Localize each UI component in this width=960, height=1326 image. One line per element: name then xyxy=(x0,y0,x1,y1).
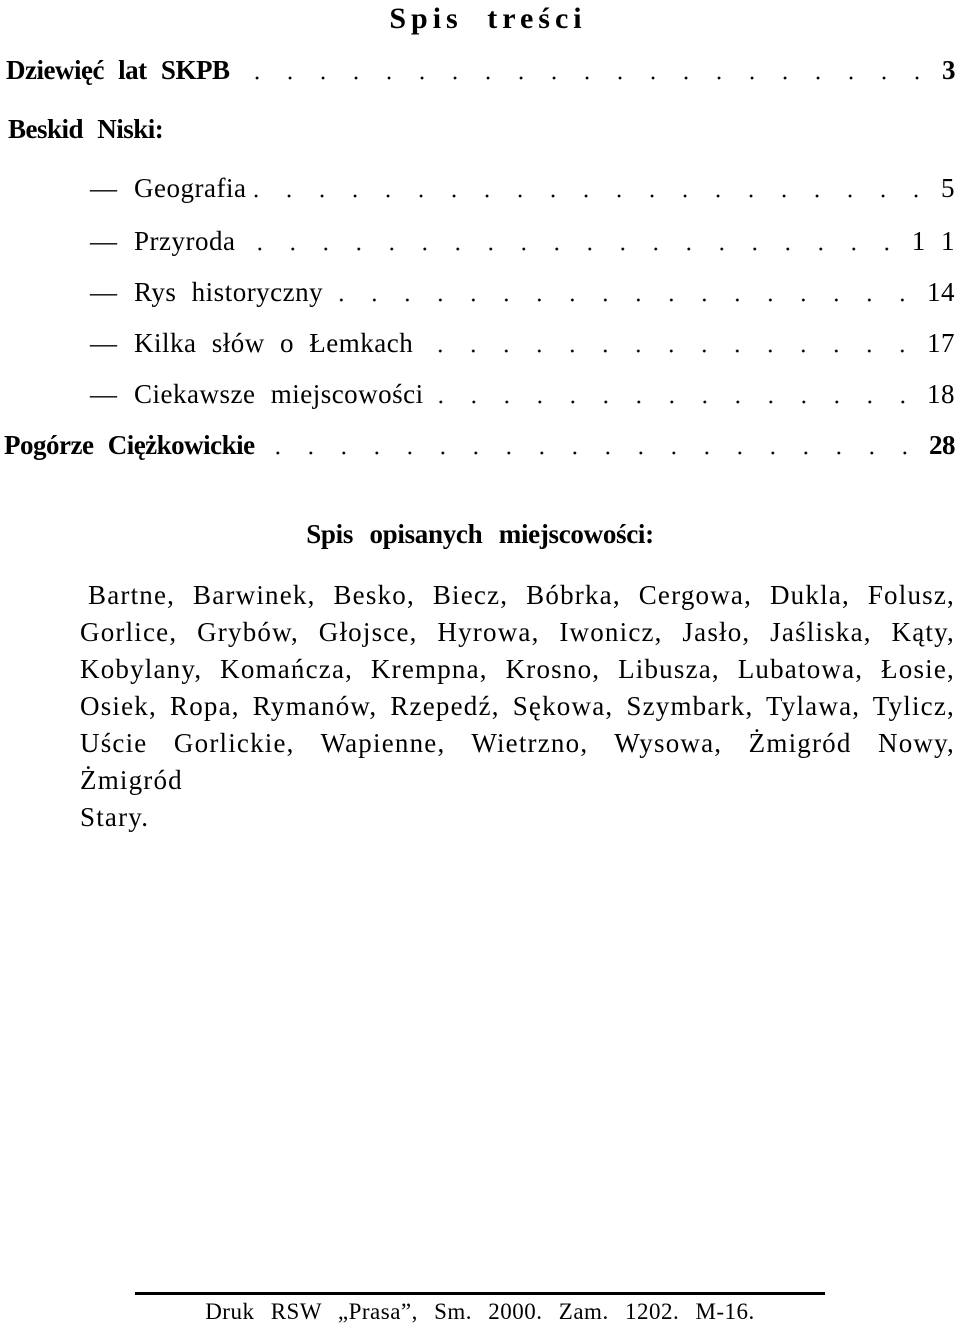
toc-label: Beskid Niski: xyxy=(8,114,164,144)
toc-page-number: 5 xyxy=(941,173,955,203)
toc-label: Dziewięć lat SKPB xyxy=(6,55,230,85)
toc-page-number: 14 xyxy=(927,277,955,307)
dash-marker: — xyxy=(90,173,118,203)
footer-divider xyxy=(135,1292,825,1295)
dot-leader xyxy=(331,298,919,302)
dot-leader xyxy=(432,400,919,404)
toc-entry-geografia xyxy=(0,173,955,209)
places-list xyxy=(80,577,955,836)
toc-page-number: 1 1 xyxy=(911,226,955,256)
toc-label: Ciekawsze miejscowości xyxy=(134,379,424,409)
toc-entry-przyroda xyxy=(0,226,955,262)
toc-entry-ciekawsze-miejscowosci xyxy=(0,379,955,415)
dash-marker: — xyxy=(90,277,118,307)
places-text-end: Stary. xyxy=(80,802,150,832)
toc-page-number: 28 xyxy=(929,430,955,460)
toc-label: Kilka słów o Łemkach xyxy=(134,328,414,358)
toc-label: Geografia xyxy=(134,173,247,203)
toc-entry-lemkowie xyxy=(0,328,955,364)
toc-entry-skpb xyxy=(0,55,955,91)
dot-leader xyxy=(254,194,933,198)
page-title: Spis treści xyxy=(389,2,587,35)
toc-label: Pogórze Ciężkowickie xyxy=(4,430,255,460)
toc-page-number: 18 xyxy=(927,379,955,409)
toc-entry-rys-historyczny xyxy=(0,277,955,313)
dot-leader xyxy=(243,247,903,251)
dash-marker: — xyxy=(90,379,118,409)
places-text: Bartne, Barwinek, Besko, Biecz, Bóbrka, Cergowa, Dukla, Folusz, Gorlice, Grybów, Głojsce, Hyrowa, Iwonicz, Jasło, Jaśliska, Kąty, Kobylany, Komańcza, Krempna, Krosno, Libusza, Lubatowa, Łosie, Osiek, Ropa, Rymanów, Rzepedź, Sękowa, Szymbark, Tylawa, Tylicz, Uście Gorlickie, Wapienne, Wietrzno, Wysowa, Żmigród Nowy, Żmigród xyxy=(80,580,955,795)
toc-label: Rys historyczny xyxy=(134,277,324,307)
places-heading: Spis opisanych miejscowości: xyxy=(306,519,654,549)
dash-marker: — xyxy=(90,328,118,358)
dot-leader xyxy=(237,76,934,80)
printer-imprint: Druk RSW „Prasa”, Sm. 2000. Zam. 1202. M-16. xyxy=(205,1299,755,1324)
toc-label: Przyroda xyxy=(134,226,236,256)
toc-page-number: 3 xyxy=(942,55,955,85)
dot-leader xyxy=(421,349,919,353)
dot-leader xyxy=(263,451,921,455)
dash-marker: — xyxy=(90,226,118,256)
toc-section-beskid-niski xyxy=(0,114,955,150)
toc-page-number: 17 xyxy=(927,328,955,358)
toc-entry-pogorze-ciezkowickie xyxy=(0,430,955,466)
